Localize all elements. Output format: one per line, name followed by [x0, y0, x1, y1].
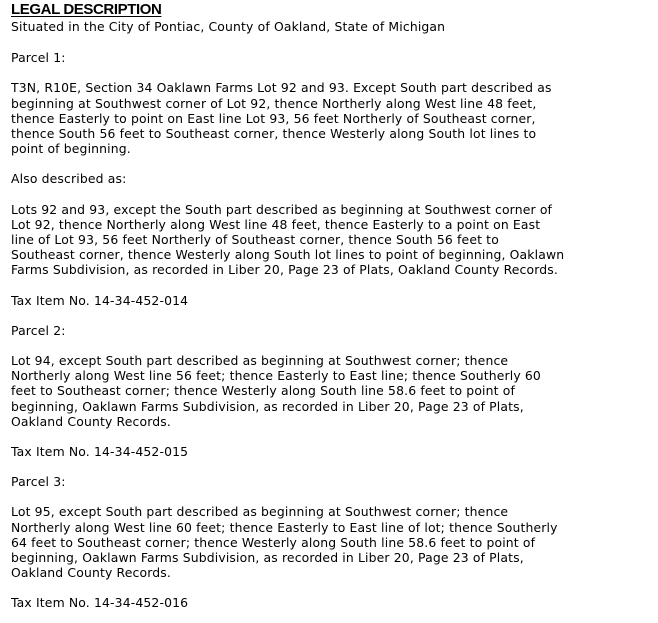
description-line: Oakland County Records.: [11, 413, 171, 429]
description-line: Lots 92 and 93, except the South part described as beginning at Southwest corner of: [11, 201, 553, 217]
description-line: Lot 92, thence Northerly along West line 48 feet, thence Easterly to a point on East: [11, 216, 541, 232]
situated-statement: Situated in the City of Pontiac, County of Oakland, State of Michigan: [11, 19, 446, 34]
alternate-description: [11, 202, 651, 278]
tax-item-number: Tax Item No. 14-34-452-016: [11, 595, 189, 611]
description-line: Northerly along West line 60 feet; thence Easterly to East line of lot; thence Southerly: [11, 519, 558, 535]
description-line: T3N, R10E, Section 34 Oaklawn Farms Lot 92 and 93. Except South part described as: [11, 80, 552, 96]
description-line: line of Lot 93, 56 feet Northerly of Southeast corner, thence South 56 feet to: [11, 232, 499, 248]
description-line: Northerly along West line 56 feet; thence Easterly to East line; thence Southerly 60: [11, 368, 541, 384]
description-line: 64 feet to Southeast corner; thence Westerly along South line 58.6 feet to point of: [11, 534, 536, 550]
description-line: thence Easterly to point on East line Lot 93, 56 feet Northerly of Southeast corner,: [11, 110, 536, 126]
parcel-description: [11, 353, 651, 429]
description-line: beginning, Oaklawn Farms Subdivision, as recorded in Liber 20, Page 23 of Plats,: [11, 398, 524, 414]
description-line: feet to Southeast corner; thence Westerly along South line 58.6 feet to point of: [11, 383, 515, 399]
description-line: point of beginning.: [11, 141, 131, 157]
legal-description-document: [11, 0, 651, 611]
description-line: thence South 56 feet to Southeast corner, thence Westerly along South lot lines to: [11, 126, 537, 142]
description-line: Oakland County Records.: [11, 565, 171, 581]
parcel-heading: Parcel 2:: [11, 322, 66, 338]
description-line: Farms Subdivision, as recorded in Liber 20, Page 23 of Plats, Oakland County Records.: [11, 262, 558, 278]
also-described-heading: Also described as:: [11, 171, 127, 187]
parcel-description: [11, 80, 651, 156]
parcel-heading: Parcel 3:: [11, 474, 66, 490]
parcel-2-section: [11, 323, 651, 459]
description-line: beginning, Oaklawn Farms Subdivision, as recorded in Liber 20, Page 23 of Plats,: [11, 550, 524, 566]
parcel-description: [11, 504, 651, 580]
tax-item-number: Tax Item No. 14-34-452-014: [11, 292, 189, 308]
description-line: Southeast corner, thence Westerly along South lot lines to point of beginning, Oaklawn: [11, 247, 565, 263]
description-line: beginning at Southwest corner of Lot 92, thence Northerly along West line 48 feet,: [11, 95, 537, 111]
parcel-heading: Parcel 1:: [11, 50, 66, 66]
tax-item-number: Tax Item No. 14-34-452-015: [11, 444, 189, 460]
description-line: Lot 94, except South part described as beginning at Southwest corner; thence: [11, 353, 509, 369]
parcel-1-section: [11, 50, 651, 308]
document-title: LEGAL DESCRIPTION: [11, 1, 162, 18]
description-line: Lot 95, except South part described as beginning at Southwest corner; thence: [11, 504, 509, 520]
parcel-3-section: [11, 474, 651, 610]
